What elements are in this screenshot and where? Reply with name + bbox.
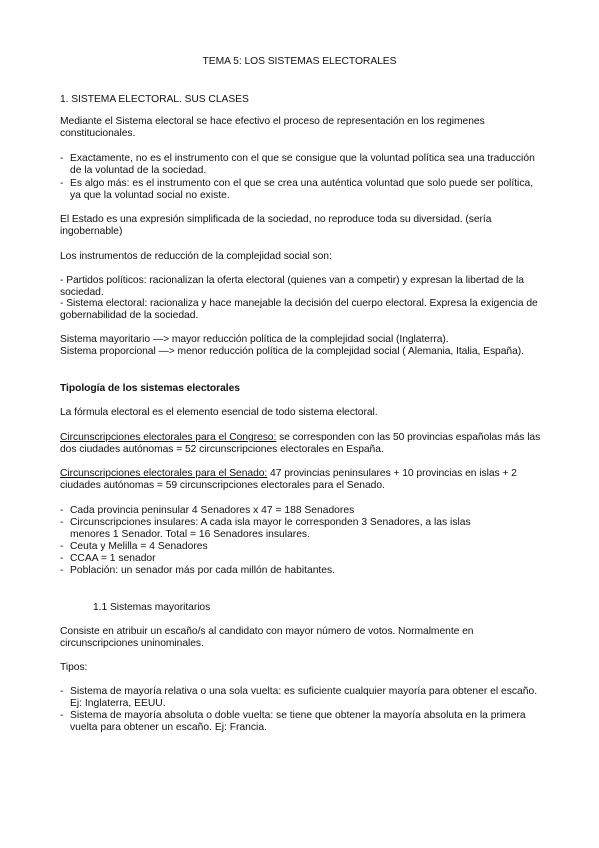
paragraph: Sistema mayoritario —> mayor reducción política de la complejidad social (Inglaterra). — [60, 334, 449, 345]
list-item: Sistema de mayoría absoluta o doble vuelta: se tiene que obtener la mayoría absoluta en la primera vuelta para obtener un escaño. Ej: Francia. — [70, 710, 526, 733]
paragraph: Consiste en atribuir un escaño/s al candidato con mayor número de votos. Normalmente en circunscripciones uninominales. — [60, 626, 474, 649]
paragraph-text: 47 provincias peninsulares + 10 provincias en islas + 2 ciudades autónomas = 59 circunscripciones electorales para el Senado. — [60, 468, 517, 491]
bullet-dash: - — [60, 710, 64, 721]
paragraph: Sistema proporcional —> menor reducción política de la complejidad social ( Alemania, Italia, España). — [60, 346, 524, 357]
list-item: Exactamente, no es el instrumento con el que se consigue que la voluntad política sea una traducción de la voluntad de la sociedad. — [70, 153, 535, 176]
list-item: Sistema de mayoría relativa o una sola vuelta: es suficiente cualquier mayoría para obtener el escaño. Ej: Inglaterra, EEUU. — [70, 686, 538, 709]
bullet-dash: - — [60, 505, 64, 516]
document-title: TEMA 5: LOS SISTEMAS ELECTORALES — [202, 56, 397, 67]
bullet-dash: - — [60, 686, 64, 697]
list-item: Circunscripciones insulares: A cada isla mayor le corresponden 3 Senadores, a las islas menores 1 Senador. Total = 16 Senadores insulares. — [70, 517, 471, 540]
underlined-label: Circunscripciones electorales para el Senado: — [60, 468, 268, 479]
paragraph — [60, 432, 544, 455]
list-item: Población: un senador más por cada millón de habitantes. — [70, 565, 336, 576]
paragraph-text: se corresponden con las 50 provincias españolas más las dos ciudades autónomas = 52 circunscripciones electorales en España. — [60, 432, 541, 455]
bullet-dash: - — [60, 178, 64, 189]
paragraph: El Estado es una expresión simplificada de la sociedad, no reproduce toda su diversidad. (sería ingobernable) — [60, 214, 492, 237]
list-item: Es algo más: es el instrumento con el que se crea una auténtica voluntad que solo puede ser política, ya que la voluntad social no existe. — [70, 178, 534, 201]
bullet-dash: - — [60, 565, 64, 576]
section-heading: 1. SISTEMA ELECTORAL. SUS CLASES — [60, 94, 249, 105]
list-item: Cada provincia peninsular 4 Senadores x 47 = 188 Senadores — [70, 505, 355, 516]
list-item: Ceuta y Melilla = 4 Senadores — [70, 541, 208, 552]
intro-paragraph: Mediante el Sistema electoral se hace efectivo el proceso de representación en los regimenes constitucionales. — [60, 116, 485, 139]
underlined-label: Circunscripciones electorales para el Congreso: — [60, 432, 277, 443]
bullet-dash: - — [60, 153, 64, 164]
bullet-dash: - — [60, 553, 64, 564]
paragraph: La fórmula electoral es el elemento esencial de todo sistema electoral. — [60, 407, 378, 418]
subheading: Tipología de los sistemas electorales — [60, 383, 240, 394]
list-item: CCAA = 1 senador — [70, 553, 156, 564]
paragraph: Tipos: — [60, 662, 88, 673]
paragraph: Los instrumentos de reducción de la complejidad social son: — [60, 251, 332, 262]
subsection-heading: 1.1 Sistemas mayoritarios — [93, 602, 211, 613]
paragraph — [60, 468, 544, 491]
bullet-dash: - — [60, 541, 64, 552]
bullet-dash: - — [60, 517, 64, 528]
paragraph: - Partidos políticos: racionalizan la oferta electoral (quienes van a competir) y expresan la libertad de la sociedad. — [60, 275, 524, 298]
paragraph: - Sistema electoral: racionaliza y hace manejable la decisión del cuerpo electoral. Expresa la exigencia de gobernabilidad de la sociedad. — [60, 298, 538, 321]
